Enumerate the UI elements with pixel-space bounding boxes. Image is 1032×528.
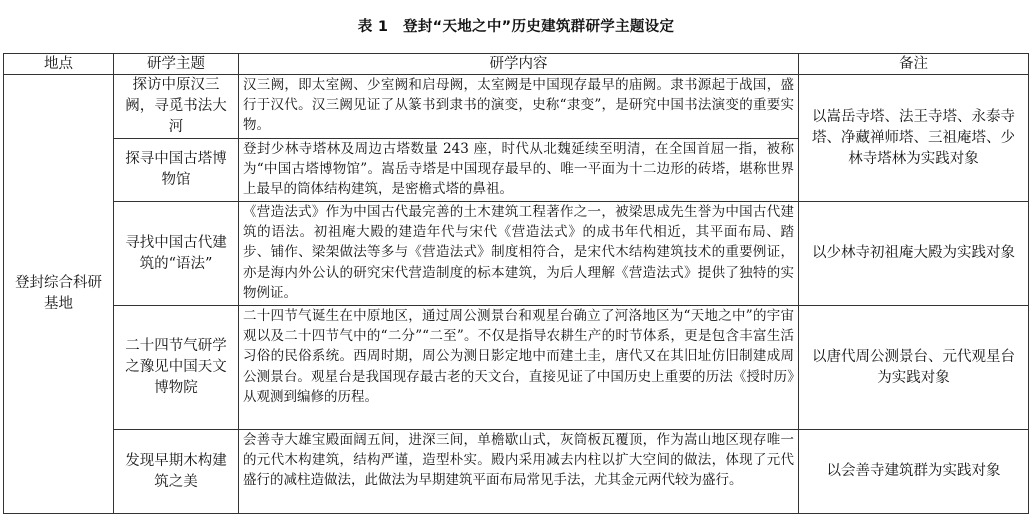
table-row [4,202,1029,306]
header-place: 地点 [4,54,114,75]
topic-cell: 寻找中国古代建筑的“语法” [114,202,239,306]
content-cell: 登封少林寺塔林及周边古塔数量 243 座，时代从北魏延续至明清，在全国首屈一指，被称为“中国古塔博物馆”。嵩岳寺塔是中国现存最早的、唯一平面为十二边形的砖塔，堪称世界上最早的筒体结构建筑，是密檐式塔的鼻祖。 [239,139,799,202]
table-caption: 表 1 登封“天地之中”历史建筑群研学主题设定 [357,19,675,35]
note-cell: 以嵩岳寺塔、法王寺塔、永泰寺塔、净藏禅师塔、三祖庵塔、少林寺塔林为实践对象 [799,75,1029,202]
topic-cell: 探访中原汉三阙，寻觅书法大河 [114,75,239,139]
header-row [4,54,1029,75]
header-content: 研学内容 [239,54,799,75]
content-cell: 二十四节气诞生在中原地区，通过周公测景台和观星台确立了河洛地区为“天地之中”的宇宙观以及二十四节气中的“二分”“二至”。不仅是指导农耕生产的时节体系，更是包含丰富生活习俗的民俗系统。西周时期，周公为测日影定地中而建土圭，唐代又在其旧址仿旧制建成周公测景台。观星台是我国现存最古老的天文台，直接见证了中国历史上重要的历法《授时历》从观测到编修的历程。 [239,306,799,430]
topic-cell: 探寻中国古塔博物馆 [114,139,239,202]
topic-cell: 二十四节气研学之豫见中国天文博物院 [114,306,239,430]
content-cell: 汉三阙，即太室阙、少室阙和启母阙，太室阙是中国现存最早的庙阙。隶书源起于战国，盛行于汉代。汉三阙见证了从篆书到隶书的演变，史称“隶变”，是研究中国书法演变的重要实物。 [239,75,799,139]
header-note: 备注 [799,54,1029,75]
header-topic: 研学主题 [114,54,239,75]
content-cell: 《营造法式》作为中国古代最完善的土木建筑工程著作之一，被梁思成先生誉为中国古代建筑的语法。初祖庵大殿的建造年代与宋代《营造法式》的成书年代相近，其平面布局、踏步、铺作、梁架做法等多与《营造法式》制度相符合，是宋代木结构建筑技术的重要例证，亦是海内外公认的研究宋代营造制度的标本建筑，为后人理解《营造法式》提供了独特的实物例证。 [239,202,799,306]
table-row [4,306,1029,430]
table-row [4,430,1029,514]
content-cell: 会善寺大雄宝殿面阔五间，进深三间，单檐歇山式，灰筒板瓦覆顶，作为嵩山地区现存唯一的元代木构建筑，结构严谨，造型朴实。殿内采用减去内柱以扩大空间的做法，体现了元代盛行的减柱造做法，此做法为早期建筑平面布局常见手法，尤其金元两代较为盛行。 [239,430,799,514]
study-topics-table [3,53,1029,514]
place-cell: 登封综合科研基地 [4,75,114,514]
note-cell: 以会善寺建筑群为实践对象 [799,430,1029,514]
table-row [4,75,1029,139]
note-cell: 以少林寺初祖庵大殿为实践对象 [799,202,1029,306]
topic-cell: 发现早期木构建筑之美 [114,430,239,514]
note-cell: 以唐代周公测景台、元代观星台为实践对象 [799,306,1029,430]
